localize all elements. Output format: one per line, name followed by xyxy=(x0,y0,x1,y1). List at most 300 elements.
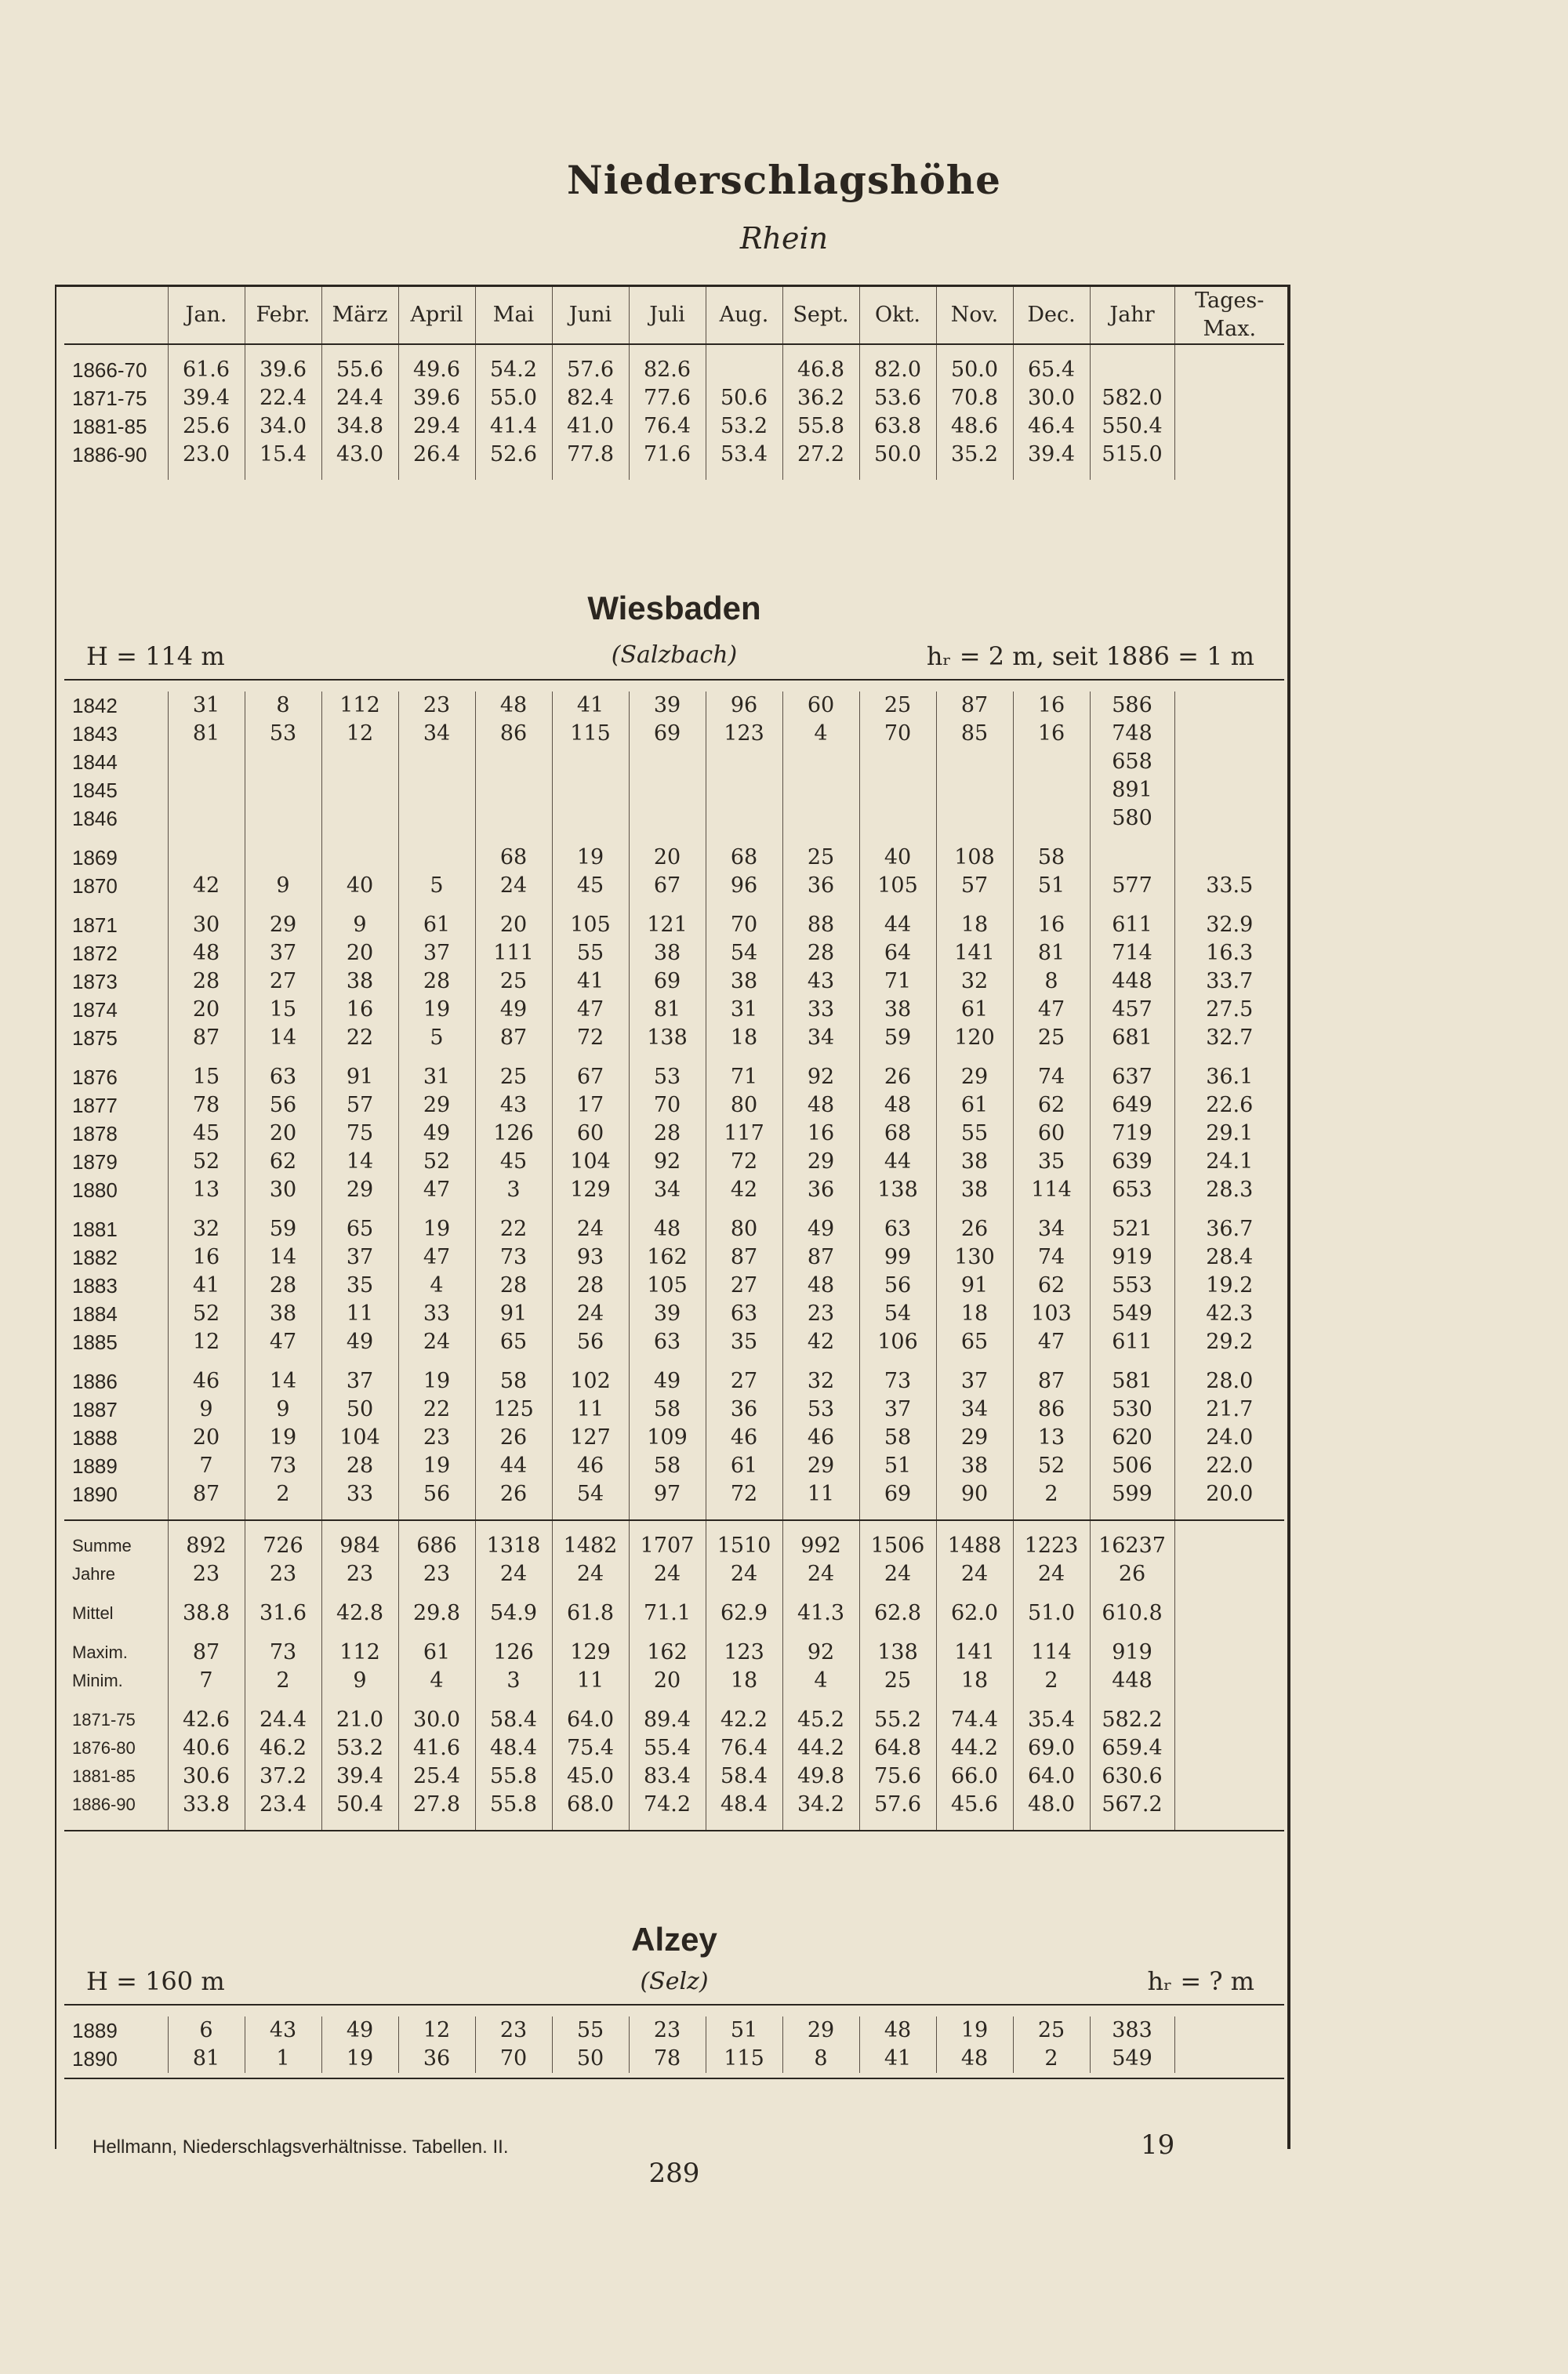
spacer-cell xyxy=(245,344,321,356)
table-cell xyxy=(859,804,936,833)
spacer-cell xyxy=(1013,1588,1090,1599)
table-cell: 58 xyxy=(1013,844,1090,872)
table-cell: 40 xyxy=(321,872,398,900)
row-label: 1886-90 xyxy=(72,443,147,466)
table-cell: 138 xyxy=(859,1176,936,1204)
spacer-cell xyxy=(398,1520,475,1532)
table-cell: 630.6 xyxy=(1090,1762,1174,1791)
table-cell: 47 xyxy=(398,1176,475,1204)
table-cell: 91 xyxy=(321,1063,398,1091)
table-cell: 75.4 xyxy=(552,1734,629,1762)
table-cell: 58.4 xyxy=(706,1762,782,1791)
table-cell: 52 xyxy=(168,1300,245,1328)
table-cell: 81 xyxy=(629,996,706,1024)
table-cell: 16 xyxy=(1013,720,1090,748)
spacer-cell xyxy=(552,1819,629,1831)
table-cell: 13 xyxy=(1013,1424,1090,1452)
spacer-cell xyxy=(64,1819,168,1831)
table-cell: 105 xyxy=(629,1272,706,1300)
table-cell: 70 xyxy=(706,911,782,939)
spacer-cell xyxy=(398,1508,475,1520)
table-cell: 550.4 xyxy=(1090,412,1174,441)
table-cell: 58 xyxy=(475,1367,552,1396)
spacer-cell xyxy=(168,1356,245,1367)
table-cell: 13 xyxy=(168,1176,245,1204)
spacer-cell xyxy=(1174,1052,1284,1063)
column-header: Febr. xyxy=(245,287,321,344)
table-cell: 38 xyxy=(706,967,782,996)
table-row xyxy=(64,1272,1284,1300)
table-cell: 42.3 xyxy=(1174,1300,1284,1328)
spacer-cell xyxy=(859,1588,936,1599)
table-cell: 61 xyxy=(706,1452,782,1480)
table-cell: 58 xyxy=(629,1396,706,1424)
table-cell: 28.0 xyxy=(1174,1367,1284,1396)
row-label: 1871-75 xyxy=(72,1710,136,1730)
table-cell xyxy=(1090,356,1174,384)
table-cell: 23 xyxy=(629,2016,706,2045)
table-cell: 92 xyxy=(782,1639,859,1667)
spacer-cell xyxy=(552,1695,629,1706)
table-cell: 41.3 xyxy=(782,1599,859,1628)
spacer-cell xyxy=(475,1356,552,1367)
table-cell: 114 xyxy=(1013,1176,1090,1204)
table-cell: 68 xyxy=(475,844,552,872)
table-cell: 14 xyxy=(321,1148,398,1176)
spacer-cell xyxy=(936,1695,1013,1706)
spacer-cell xyxy=(475,833,552,844)
table-cell: 34.8 xyxy=(321,412,398,441)
spacer-cell xyxy=(552,1520,629,1532)
table-cell: 2 xyxy=(1013,1667,1090,1695)
table-cell: 55.6 xyxy=(321,356,398,384)
table-cell: 45.6 xyxy=(936,1791,1013,1819)
table-cell: 80 xyxy=(706,1215,782,1243)
row-spacer xyxy=(64,1508,1284,1520)
row-spacer xyxy=(64,469,1284,480)
spacer-cell xyxy=(859,344,936,356)
table-row xyxy=(64,844,1284,872)
table-cell: 60 xyxy=(782,692,859,720)
spacer-cell xyxy=(64,1356,168,1367)
table-cell: 26 xyxy=(859,1063,936,1091)
table-cell: 141 xyxy=(936,1639,1013,1667)
spacer-cell xyxy=(398,833,475,844)
table-cell: 73 xyxy=(475,1243,552,1272)
table-cell: 53.6 xyxy=(859,384,936,412)
table-cell: 28 xyxy=(629,1120,706,1148)
spacer-cell xyxy=(706,1204,782,1215)
table-cell: 38 xyxy=(245,1300,321,1328)
table-cell: 41.0 xyxy=(552,412,629,441)
table-cell: 892 xyxy=(168,1532,245,1560)
row-spacer xyxy=(64,1356,1284,1367)
table-cell: 77.6 xyxy=(629,384,706,412)
table-cell: 891 xyxy=(1090,776,1174,804)
table-cell: 37 xyxy=(859,1396,936,1424)
table-cell: 42.8 xyxy=(321,1599,398,1628)
spacer-cell xyxy=(859,900,936,911)
table-row xyxy=(64,1791,1284,1819)
table-cell: 16 xyxy=(1013,911,1090,939)
spacer-cell xyxy=(782,1204,859,1215)
spacer-cell xyxy=(1013,833,1090,844)
table-cell: 36 xyxy=(782,1176,859,1204)
spacer-cell xyxy=(782,1052,859,1063)
table-cell: 86 xyxy=(1013,1396,1090,1424)
table-cell: 4 xyxy=(398,1667,475,1695)
table-row xyxy=(64,1599,1284,1628)
row-label: 1882 xyxy=(72,1246,118,1269)
table-cell: 69 xyxy=(629,720,706,748)
table-cell: 748 xyxy=(1090,720,1174,748)
table-cell: 25 xyxy=(782,844,859,872)
spacer-cell xyxy=(321,900,398,911)
table-cell xyxy=(245,748,321,776)
table-cell: 984 xyxy=(321,1532,398,1560)
table-cell: 49 xyxy=(782,1215,859,1243)
table-cell: 49.6 xyxy=(398,356,475,384)
spacer-cell xyxy=(859,1819,936,1831)
row-label: 1886-90 xyxy=(72,1795,136,1814)
table-cell: 63 xyxy=(706,1300,782,1328)
table-cell: 44 xyxy=(475,1452,552,1480)
table-cell: 515.0 xyxy=(1090,441,1174,469)
table-cell xyxy=(1174,1599,1284,1628)
table-cell: 19 xyxy=(398,996,475,1024)
spacer-cell xyxy=(782,1628,859,1639)
spacer-cell xyxy=(936,1628,1013,1639)
table-row xyxy=(64,872,1284,900)
table-cell: 106 xyxy=(859,1328,936,1356)
table-cell: 52 xyxy=(398,1148,475,1176)
table-cell: 67 xyxy=(552,1063,629,1091)
spacer-cell xyxy=(552,1628,629,1639)
table-row xyxy=(64,804,1284,833)
spacer-cell xyxy=(321,469,398,480)
table-cell: 27.8 xyxy=(398,1791,475,1819)
table-cell: 33.7 xyxy=(1174,967,1284,996)
table-row xyxy=(64,911,1284,939)
spacer-cell xyxy=(1174,1695,1284,1706)
table-cell: 44 xyxy=(859,1148,936,1176)
spacer-cell xyxy=(782,900,859,911)
table-cell: 40 xyxy=(859,844,936,872)
header-corner xyxy=(64,287,168,344)
table-cell: 620 xyxy=(1090,1424,1174,1452)
table-cell: 24 xyxy=(859,1560,936,1588)
table-cell: 109 xyxy=(629,1424,706,1452)
table-cell: 48.6 xyxy=(936,412,1013,441)
table-cell: 16 xyxy=(782,1120,859,1148)
table-cell: 23 xyxy=(398,1560,475,1588)
column-header: Aug. xyxy=(706,287,782,344)
table-cell: 24 xyxy=(552,1300,629,1328)
row-spacer xyxy=(64,1695,1284,1706)
table-cell: 47 xyxy=(1013,1328,1090,1356)
spacer-cell xyxy=(552,469,629,480)
table-row xyxy=(64,939,1284,967)
table-cell: 4 xyxy=(782,1667,859,1695)
spacer-cell xyxy=(321,1508,398,1520)
spacer-cell xyxy=(64,469,168,480)
table-cell xyxy=(706,804,782,833)
table-cell: 16237 xyxy=(1090,1532,1174,1560)
table-cell: 23 xyxy=(168,1560,245,1588)
spacer-cell xyxy=(1090,1356,1174,1367)
table-cell: 24 xyxy=(475,1560,552,1588)
table-cell: 141 xyxy=(936,939,1013,967)
station-title-alzey: Alzey xyxy=(631,1921,717,1958)
table-cell: 611 xyxy=(1090,1328,1174,1356)
spacer-cell xyxy=(706,1052,782,1063)
table-cell: 45 xyxy=(168,1120,245,1148)
table-cell xyxy=(782,776,859,804)
table-row xyxy=(64,1734,1284,1762)
table-cell: 24 xyxy=(552,1215,629,1243)
table-cell: 28.3 xyxy=(1174,1176,1284,1204)
spacer-cell xyxy=(782,469,859,480)
spacer-cell xyxy=(1174,1204,1284,1215)
table-cell: 46.4 xyxy=(1013,412,1090,441)
table-cell: 51.0 xyxy=(1013,1599,1090,1628)
table-cell: 30.0 xyxy=(1013,384,1090,412)
table-cell: 11 xyxy=(552,1396,629,1424)
table-cell: 130 xyxy=(936,1243,1013,1272)
table-cell: 70 xyxy=(629,1091,706,1120)
station-height-alzey: H = 160 m xyxy=(86,1966,225,1996)
table-cell xyxy=(859,776,936,804)
row-spacer xyxy=(64,833,1284,844)
table-cell: 448 xyxy=(1090,1667,1174,1695)
spacer-cell xyxy=(398,1695,475,1706)
spacer-cell xyxy=(245,1588,321,1599)
table-cell: 19 xyxy=(936,2016,1013,2045)
table-cell xyxy=(1174,748,1284,776)
table-cell: 48 xyxy=(168,939,245,967)
table-cell: 38 xyxy=(629,939,706,967)
spacer-cell xyxy=(706,1520,782,1532)
divider xyxy=(64,2004,1284,2006)
column-header: Juni xyxy=(552,287,629,344)
table-cell: 18 xyxy=(936,1667,1013,1695)
table-cell: 53.2 xyxy=(706,412,782,441)
table-cell: 53 xyxy=(629,1063,706,1091)
table-cell: 74.2 xyxy=(629,1791,706,1819)
table-cell: 639 xyxy=(1090,1148,1174,1176)
table-cell: 92 xyxy=(782,1063,859,1091)
table-cell: 19 xyxy=(398,1452,475,1480)
table-cell: 36 xyxy=(706,1396,782,1424)
spacer-cell xyxy=(859,1520,936,1532)
table-cell xyxy=(1174,1706,1284,1734)
table-cell: 39.6 xyxy=(398,384,475,412)
table-cell: 48 xyxy=(936,2045,1013,2073)
spacer-cell xyxy=(168,833,245,844)
table-cell: 29 xyxy=(782,1452,859,1480)
table-cell: 54.2 xyxy=(475,356,552,384)
table-cell xyxy=(1174,1734,1284,1762)
table-cell xyxy=(321,748,398,776)
table-cell: 62 xyxy=(1013,1091,1090,1120)
table-cell: 87 xyxy=(475,1024,552,1052)
spacer-cell xyxy=(1090,469,1174,480)
table-cell: 20.0 xyxy=(1174,1480,1284,1508)
table-cell: 37 xyxy=(398,939,475,967)
table-cell: 24.1 xyxy=(1174,1148,1284,1176)
table-cell: 61.8 xyxy=(552,1599,629,1628)
table-cell: 81 xyxy=(168,2045,245,2073)
spacer-cell xyxy=(706,1356,782,1367)
table-cell: 80 xyxy=(706,1091,782,1120)
table-cell: 28 xyxy=(321,1452,398,1480)
table-cell: 28 xyxy=(245,1272,321,1300)
spacer-cell xyxy=(859,833,936,844)
table-cell: 104 xyxy=(552,1148,629,1176)
table-cell: 58 xyxy=(629,1452,706,1480)
table-cell: 521 xyxy=(1090,1215,1174,1243)
table-cell xyxy=(1174,1560,1284,1588)
table-cell: 27 xyxy=(706,1367,782,1396)
table-cell: 57.6 xyxy=(859,1791,936,1819)
table-cell: 42 xyxy=(706,1176,782,1204)
table-cell: 66.0 xyxy=(936,1762,1013,1791)
table-cell xyxy=(245,776,321,804)
table-cell: 9 xyxy=(245,1396,321,1424)
table-cell: 34 xyxy=(398,720,475,748)
table-cell: 55.8 xyxy=(782,412,859,441)
spacer-cell xyxy=(782,1508,859,1520)
table-row xyxy=(64,412,1284,441)
table-cell: 37.2 xyxy=(245,1762,321,1791)
table-cell: 27 xyxy=(706,1272,782,1300)
table-cell xyxy=(1174,384,1284,412)
table-cell: 54 xyxy=(706,939,782,967)
spacer-cell xyxy=(1090,1204,1174,1215)
table-row xyxy=(64,776,1284,804)
table-cell: 21.7 xyxy=(1174,1396,1284,1424)
table-cell: 20 xyxy=(168,1424,245,1452)
table-cell: 599 xyxy=(1090,1480,1174,1508)
table-cell xyxy=(1174,1639,1284,1667)
table-cell: 31 xyxy=(706,996,782,1024)
table-cell: 55.8 xyxy=(475,1791,552,1819)
table-cell: 29 xyxy=(398,1091,475,1120)
column-header: Jan. xyxy=(168,287,245,344)
table-cell: 28 xyxy=(398,967,475,996)
spacer-cell xyxy=(936,344,1013,356)
header-row xyxy=(64,287,1284,344)
spacer-cell xyxy=(629,1052,706,1063)
spacer-cell xyxy=(706,1588,782,1599)
table-cell: 33 xyxy=(398,1300,475,1328)
table-cell: 26 xyxy=(1090,1560,1174,1588)
table-cell: 582.0 xyxy=(1090,384,1174,412)
table-cell: 56 xyxy=(245,1091,321,1120)
table-cell: 25 xyxy=(1013,2016,1090,2045)
row-label: 1881-85 xyxy=(72,1766,136,1786)
station-river-wiesbaden: (Salzbach) xyxy=(611,641,738,669)
table-cell: 138 xyxy=(629,1024,706,1052)
table-cell: 87 xyxy=(706,1243,782,1272)
table-cell: 22 xyxy=(475,1215,552,1243)
table-cell xyxy=(1174,844,1284,872)
table-cell: 44.2 xyxy=(936,1734,1013,1762)
table-cell: 23 xyxy=(245,1560,321,1588)
table-cell: 8 xyxy=(1013,967,1090,996)
spacer-cell xyxy=(629,1508,706,1520)
spacer-cell xyxy=(168,1508,245,1520)
page-title: Niederschlagshöhe xyxy=(567,157,1001,203)
table-cell: 919 xyxy=(1090,1639,1174,1667)
table-cell: 71.6 xyxy=(629,441,706,469)
spacer-cell xyxy=(475,1508,552,1520)
table-cell: 77.8 xyxy=(552,441,629,469)
station-height-wiesbaden: H = 114 m xyxy=(86,641,225,671)
spacer-cell xyxy=(936,1356,1013,1367)
spacer-cell xyxy=(475,344,552,356)
table-cell: 1506 xyxy=(859,1532,936,1560)
table-cell: 2 xyxy=(1013,1480,1090,1508)
table-cell: 58 xyxy=(859,1424,936,1452)
table-cell: 53.4 xyxy=(706,441,782,469)
table-cell: 120 xyxy=(936,1024,1013,1052)
table-cell: 23 xyxy=(398,692,475,720)
table-cell: 61.6 xyxy=(168,356,245,384)
table-cell: 18 xyxy=(706,1024,782,1052)
spacer-cell xyxy=(398,1204,475,1215)
table-cell: 65 xyxy=(936,1328,1013,1356)
spacer-cell xyxy=(1013,469,1090,480)
table-cell: 27.5 xyxy=(1174,996,1284,1024)
table-cell: 1482 xyxy=(552,1532,629,1560)
row-label: 1876 xyxy=(72,1065,118,1089)
table-cell: 31 xyxy=(398,1063,475,1091)
table-cell: 1 xyxy=(245,2045,321,2073)
table-cell: 3 xyxy=(475,1667,552,1695)
spacer-cell xyxy=(1090,1628,1174,1639)
spacer-cell xyxy=(859,1204,936,1215)
table-cell: 73 xyxy=(245,1639,321,1667)
table-cell: 29 xyxy=(321,1176,398,1204)
table-cell: 102 xyxy=(552,1367,629,1396)
row-spacer xyxy=(64,1628,1284,1639)
row-label: Summe xyxy=(72,1536,132,1555)
table-cell: 56 xyxy=(398,1480,475,1508)
table-cell: 62.9 xyxy=(706,1599,782,1628)
row-label: Minim. xyxy=(72,1671,123,1690)
spacer-cell xyxy=(1090,344,1174,356)
table-cell xyxy=(629,804,706,833)
table-cell: 39 xyxy=(629,1300,706,1328)
table-cell xyxy=(936,776,1013,804)
spacer-cell xyxy=(706,1819,782,1831)
row-label: 1887 xyxy=(72,1398,118,1421)
table-cell: 4 xyxy=(398,1272,475,1300)
table-cell: 21.0 xyxy=(321,1706,398,1734)
table-cell xyxy=(321,844,398,872)
spacer-cell xyxy=(64,344,168,356)
table-cell: 9 xyxy=(168,1396,245,1424)
table-cell: 76.4 xyxy=(706,1734,782,1762)
spacer-cell xyxy=(168,1819,245,1831)
spacer-cell xyxy=(245,469,321,480)
table-cell: 1223 xyxy=(1013,1532,1090,1560)
spacer-cell xyxy=(1174,1588,1284,1599)
table-cell: 25.4 xyxy=(398,1762,475,1791)
table-cell: 567.2 xyxy=(1090,1791,1174,1819)
spacer-cell xyxy=(629,1628,706,1639)
